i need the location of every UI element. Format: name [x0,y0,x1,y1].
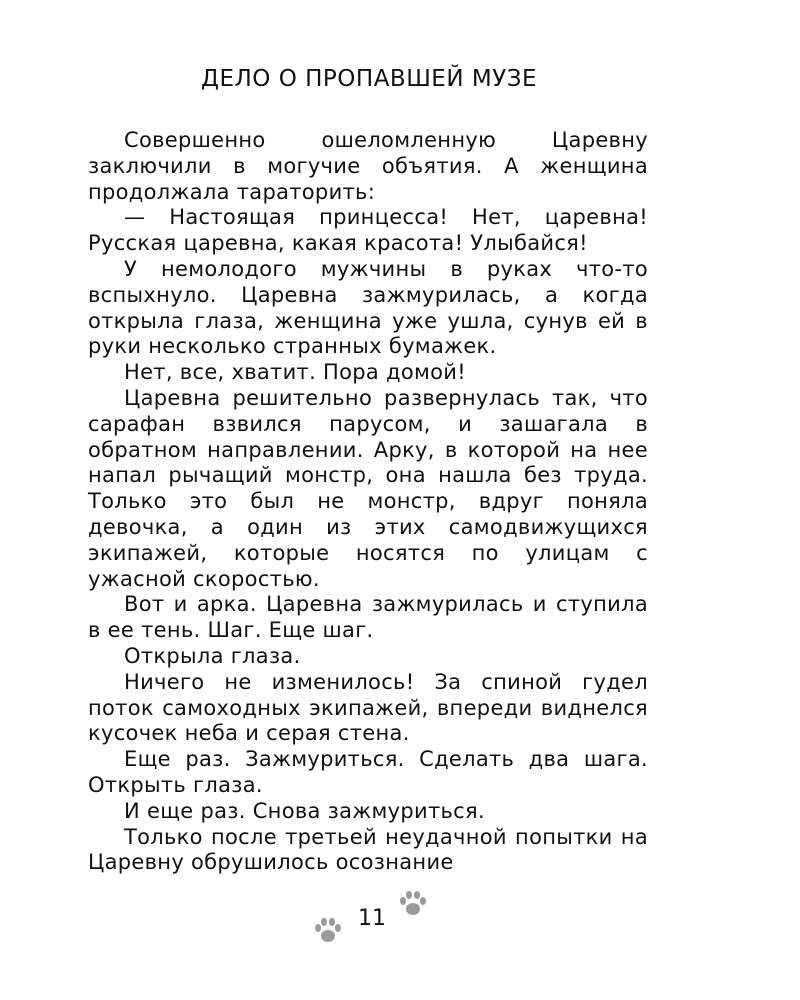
paragraph-5: Царевна решительно развернулась так, что сарафан взвился парусом, и зашагала в обратном направлении. Арку, в которой на нее напал рычащий монстр, она нашла без труда. Только это был не монстр, вдруг поняла девочка, а один из этих самодвижущихся экипажей, которые носятся по улицам с ужасной скоростью. [88,385,648,591]
paw-print-icon [313,917,343,945]
page-number: 11 [358,906,386,931]
paragraph-8: Ничего не изменилось! За спиной гудел поток самоходных экипажей, впереди виднелся кусочек неба и серая стена. [88,669,648,746]
body-text [88,128,648,876]
paragraph-7: Открыла глаза. [124,643,301,668]
paragraph-1: Совершенно ошеломленную Царевну заключили в могучие объятия. А женщина продолжала тараторить: [88,128,648,204]
paragraph-10: И еще раз. Снова зажмуриться. [124,798,485,823]
running-header: ДЕЛО О ПРОПАВШЕЙ МУЗЕ [201,66,537,92]
paragraph-11: Только после третьей неудачной попытки на Царевну обрушилось осознание [88,824,648,875]
paw-print-icon [398,890,428,918]
paragraph-9: Еще раз. Зажмуриться. Сделать два шага. Открыть глаза. [88,747,648,797]
paragraph-3: У немолодого мужчины в руках что-то вспыхнуло. Царевна зажмурилась, а когда открыла глаза, женщина уже ушла, сунув ей в руки несколько странных бумажек. [88,256,648,359]
paragraph-4: Нет, все, хватит. Пора домой! [124,360,466,385]
paragraph-2: — Настоящая принцесса! Нет, царевна! Русская царевна, какая красота! Улыбайся! [88,205,648,256]
paragraph-6: Вот и арка. Царевна зажмурилась и ступила в ее тень. Шаг. Еще шаг. [88,592,648,643]
